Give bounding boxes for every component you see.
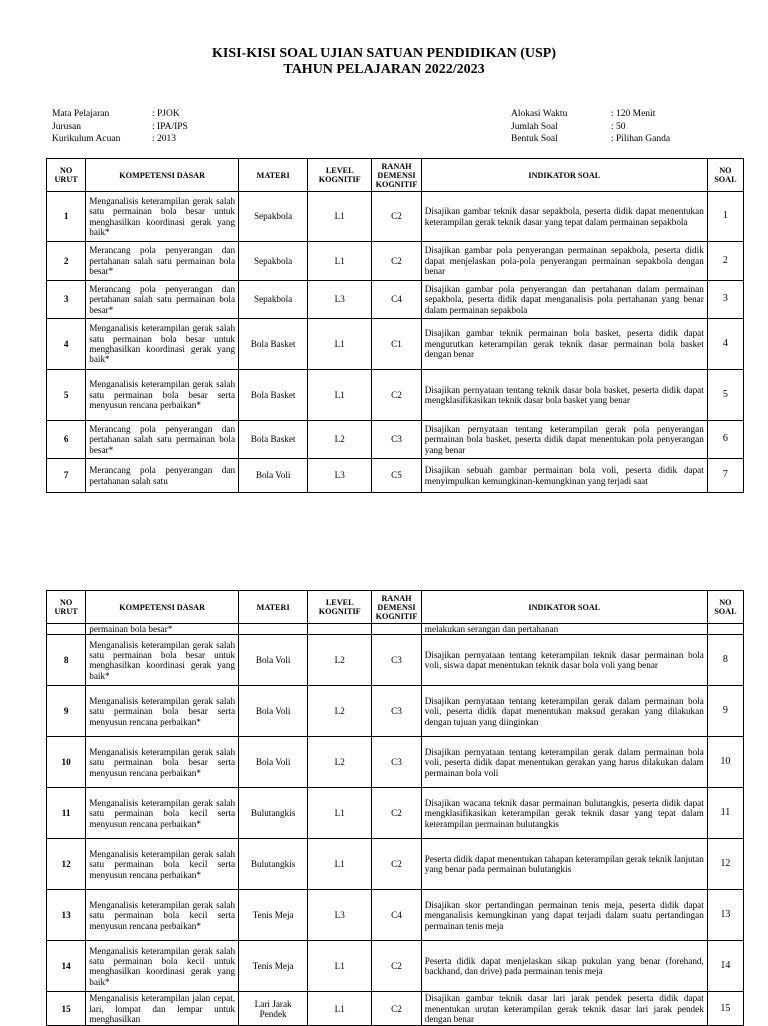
info-value: : IPA/IPS <box>152 121 188 132</box>
header-no-soal: NO SOAL <box>707 591 743 624</box>
cell-level-kognitif: L3 <box>308 890 372 941</box>
cell-indikator-soal: Disajikan gambar teknik dasar lari jarak pendek peserta didik dapat menentukan urutan keterampilan gerak teknik dasar lari jarak pendek dengan benar <box>421 992 707 1026</box>
cell-indikator-soal: Disajikan gambar pola penyerangan permainan sepakbola, peserta didik dapat menjelaskan pola-pola penyerangan permainan sepakbola dengan benar <box>421 242 707 281</box>
cell-no-urut: 5 <box>47 370 86 421</box>
cell-no-soal: 2 <box>707 242 743 281</box>
cell-indikator-soal: Disajikan gambar pola penyerangan dan pertahanan dalam permainan sepakbola, peserta didik dapat menganalisis pola pertahanan yang benar dalam permainan sepakbola <box>421 281 707 319</box>
cell-ranah-kognitif: C3 <box>372 737 422 788</box>
cell-level-kognitif: L2 <box>308 635 372 686</box>
cell-materi: Bola Voli <box>239 737 308 788</box>
table-row <box>47 992 744 1026</box>
cell-no-urut: 2 <box>47 242 86 281</box>
cell-no-soal: 10 <box>707 737 743 788</box>
cell-no-soal: 1 <box>707 192 743 242</box>
cell-no-soal: 13 <box>707 890 743 941</box>
cell-materi: Sepakbola <box>239 281 308 319</box>
table-row <box>47 242 744 281</box>
cell-level-kognitif: L3 <box>308 281 372 319</box>
header-no-soal: NO SOAL <box>707 159 743 192</box>
cell-ranah-kognitif: C3 <box>372 635 422 686</box>
cell-kompetensi-dasar: permainan bola besar* <box>86 624 239 635</box>
table-row <box>47 459 744 493</box>
info-key: Jurusan <box>52 121 82 132</box>
cell-level-kognitif: L1 <box>308 319 372 370</box>
cell-materi: Sepakbola <box>239 192 308 242</box>
kisi-kisi-table-page-2 <box>46 590 744 1026</box>
cell-ranah-kognitif: C2 <box>372 192 422 242</box>
info-row <box>52 121 188 134</box>
header-ranah-kognitif: RANAH DEMENSI KOGNITIF <box>372 591 422 624</box>
cell-level-kognitif: L2 <box>308 737 372 788</box>
cell-ranah-kognitif: C2 <box>372 242 422 281</box>
cell-materi: Sepakbola <box>239 242 308 281</box>
cell-kompetensi-dasar: Menganalisis keterampilan gerak salah satu permainan bola besar serta menyusun rencana perbaikan* <box>86 370 239 421</box>
cell-kompetensi-dasar: Merancang pola penyerangan dan pertahanan salah satu <box>86 459 239 493</box>
cell-no-soal: 11 <box>707 788 743 839</box>
cell-level-kognitif: L2 <box>308 686 372 737</box>
cell-no-soal: 4 <box>707 319 743 370</box>
cell-indikator-soal: Disajikan skor pertandingan permainan tenis meja, peserta didik dapat menganalisis kemungkinan yang dapat terjadi dalam suatu pertandingan permainan tenis meja <box>421 890 707 941</box>
cell-kompetensi-dasar: Menganalisis keterampilan gerak salah satu permainan bola besar untuk menghasilkan koordinasi gerak yang baik* <box>86 319 239 370</box>
cell-kompetensi-dasar: Menganalisis keterampilan gerak salah satu permainan bola kecil untuk menghasilkan koordinasi gerak yang baik* <box>86 941 239 992</box>
cell-indikator-soal: Peserta didik dapat menentukan tahapan keterampilan gerak teknik lanjutan yang benar pada permainan bulutangkis <box>421 839 707 890</box>
cell-indikator-soal: Disajikan gambar teknik permainan bola basket, peserta didik dapat mengurutkan keterampilan gerak teknik dasar permainan bola basket dengan benar <box>421 319 707 370</box>
cell-kompetensi-dasar: Menganalisis keterampilan gerak salah satu permainan bola kecil serta menyusun rencana perbaikan* <box>86 788 239 839</box>
cell-ranah-kognitif: C3 <box>372 686 422 737</box>
header-level-kognitif: LEVEL KOGNITIF <box>308 159 372 192</box>
cell-no-soal: 6 <box>707 421 743 459</box>
info-key: Jumlah Soal <box>511 121 558 132</box>
cell-kompetensi-dasar: Menganalisis keterampilan gerak salah satu permainan bola besar untuk menghasilkan koordinasi gerak yang baik* <box>86 192 239 242</box>
header-materi: MATERI <box>239 159 308 192</box>
cell-no-urut: 10 <box>47 737 86 788</box>
cell-kompetensi-dasar: Merancang pola penyerangan dan pertahanan salah satu permainan bola besar* <box>86 421 239 459</box>
cell-no-urut: 4 <box>47 319 86 370</box>
table-row <box>47 319 744 370</box>
cell-no-urut: 9 <box>47 686 86 737</box>
header-materi: MATERI <box>239 591 308 624</box>
header-no-urut: NO URUT <box>47 159 86 192</box>
cell-level-kognitif: L1 <box>308 242 372 281</box>
cell-kompetensi-dasar: Menganalisis keterampilan jalan cepat, lari, lompat dan lempar untuk menghasilkan <box>86 992 239 1026</box>
page-gap <box>0 520 768 548</box>
table-row <box>47 421 744 459</box>
cell-indikator-soal: Disajikan pernyataan tentang teknik dasar bola basket, peserta didik dapat mengklasifikasikan teknik dasar bola basket yang benar <box>421 370 707 421</box>
cell-no-urut: 3 <box>47 281 86 319</box>
cell-materi: Tenis Meja <box>239 890 308 941</box>
cell-level-kognitif: L2 <box>308 421 372 459</box>
info-value: : 2013 <box>152 134 177 144</box>
info-row <box>52 133 188 146</box>
info-value: : PJOK <box>152 109 180 119</box>
cell-ranah-kognitif: C2 <box>372 788 422 839</box>
table-row <box>47 737 744 788</box>
cell-kompetensi-dasar: Menganalisis keterampilan gerak salah satu permainan bola kecil serta menyusun rencana perbaikan* <box>86 890 239 941</box>
title-line-2: TAHUN PELAJARAN 2022/2023 <box>283 62 485 77</box>
table-body-page-2 <box>47 624 744 1026</box>
cell-kompetensi-dasar: Merancang pola penyerangan dan pertahanan salah satu permainan bola besar* <box>86 281 239 319</box>
info-row <box>52 108 188 121</box>
header-indikator-soal: INDIKATOR SOAL <box>421 591 707 624</box>
cell-no-urut: 15 <box>47 992 86 1026</box>
header-kompetensi-dasar: KOMPETENSI DASAR <box>86 591 239 624</box>
table-row <box>47 686 744 737</box>
info-key: Alokasi Waktu <box>511 109 568 119</box>
cell-materi: Bola Voli <box>239 459 308 493</box>
cell-indikator-soal: Disajikan wacana teknik dasar permainan bulutangkis, peserta didik dapat mengklasifikasikan keterampilan gerak teknik dasar yang tepat dalam keterampilan permainan bulutangkis <box>421 788 707 839</box>
cell-level-kognitif: L1 <box>308 992 372 1026</box>
table-row <box>47 839 744 890</box>
info-key: Mata Pelajaran <box>52 109 110 119</box>
cell-kompetensi-dasar: Menganalisis keterampilan gerak salah satu permainan bola besar serta menyusun rencana perbaikan* <box>86 737 239 788</box>
info-value: : 50 <box>611 121 626 132</box>
cell-no-urut: 1 <box>47 192 86 242</box>
cell-materi: Bola Voli <box>239 686 308 737</box>
cell-kompetensi-dasar: Menganalisis keterampilan gerak salah satu permainan bola besar untuk menghasilkan koordinasi gerak yang baik* <box>86 635 239 686</box>
cell-ranah-kognitif: C2 <box>372 839 422 890</box>
cell-level-kognitif: L1 <box>308 370 372 421</box>
cell-no-soal: 3 <box>707 281 743 319</box>
cell-ranah-kognitif: C2 <box>372 370 422 421</box>
cell-indikator-soal: Disajikan gambar teknik dasar sepakbola, peserta didik dapat menentukan keterampilan gerak teknik dasar yang tepat dalam permainan sepakbola <box>421 192 707 242</box>
cell-no-soal: 7 <box>707 459 743 493</box>
info-key: Bentuk Soal <box>511 134 558 144</box>
table-row <box>47 890 744 941</box>
cell-materi: Tenis Meja <box>239 941 308 992</box>
cell-no-soal: 15 <box>707 992 743 1026</box>
header-level-kognitif: LEVEL KOGNITIF <box>308 591 372 624</box>
info-value: : Pilihan Ganda <box>611 134 671 144</box>
cell-kompetensi-dasar: Menganalisis keterampilan gerak salah satu permainan bola besar serta menyusun rencana perbaikan* <box>86 686 239 737</box>
cell-no-soal: 9 <box>707 686 743 737</box>
cell-no-urut: 11 <box>47 788 86 839</box>
cell-no-soal: 14 <box>707 941 743 992</box>
cell-level-kognitif: L1 <box>308 788 372 839</box>
info-key: Kurikulum Acuan <box>52 134 121 144</box>
cell-indikator-soal: Disajikan pernyataan tentang keterampilan teknik dasar permainan bola voli, siswa dapat menentukan teknik dasar bola voli yang benar <box>421 635 707 686</box>
table-row <box>47 370 744 421</box>
header-no-urut: NO URUT <box>47 591 86 624</box>
cell-indikator-soal: Disajikan sebuah gambar permainan bola voli, peserta didik dapat menyimpulkan kemungkinan-kemungkinan yang terjadi saat <box>421 459 707 493</box>
cell-ranah-kognitif: C1 <box>372 319 422 370</box>
cell-indikator-soal: Peserta didik dapat menjelaskan sikap pukulan yang benar (forehand, backhand, dan drive) pada permainan tenis meja <box>421 941 707 992</box>
cell-indikator-soal: Disajikan pernyataan tentang keterampilan gerak dalam permainan bola voli, peserta didik dapat menentukan gerakan yang harus dilakukan dalam permainan bola voli <box>421 737 707 788</box>
cell-ranah-kognitif: C2 <box>372 992 422 1026</box>
table-row <box>47 192 744 242</box>
title-line-1: KISI-KISI SOAL UJIAN SATUAN PENDIDIKAN (USP) <box>212 46 556 61</box>
cell-no-soal <box>707 624 743 635</box>
cell-indikator-soal: melakukan serangan dan pertahanan <box>421 624 707 635</box>
cell-indikator-soal: Disajikan pernyataan tentang keterampilan gerak pola penyerangan permainan bola basket, peserta didik dapat menentukan pola penyerangan yang benar <box>421 421 707 459</box>
table-row <box>47 635 744 686</box>
cell-materi: Bulutangkis <box>239 839 308 890</box>
table-header-row <box>47 591 744 624</box>
cell-materi: Bola Basket <box>239 370 308 421</box>
table-header-row <box>47 159 744 192</box>
cell-kompetensi-dasar: Menganalisis keterampilan gerak salah satu permainan bola kecil serta menyusun rencana perbaikan* <box>86 839 239 890</box>
cell-ranah-kognitif: C3 <box>372 421 422 459</box>
header-indikator-soal: INDIKATOR SOAL <box>421 159 707 192</box>
cell-no-urut: 8 <box>47 635 86 686</box>
cell-ranah-kognitif: C5 <box>372 459 422 493</box>
cell-ranah-kognitif: C2 <box>372 941 422 992</box>
cell-ranah-kognitif <box>372 624 422 635</box>
cell-no-urut: 12 <box>47 839 86 890</box>
cell-materi: Bola Basket <box>239 421 308 459</box>
info-row <box>511 108 670 121</box>
info-right-block <box>511 108 670 146</box>
cell-ranah-kognitif: C4 <box>372 890 422 941</box>
info-row <box>511 133 670 146</box>
cell-level-kognitif: L3 <box>308 459 372 493</box>
cell-level-kognitif: L1 <box>308 192 372 242</box>
info-left-block <box>52 108 188 146</box>
table-row <box>47 281 744 319</box>
info-value: : 120 Menit <box>611 109 656 119</box>
cell-materi <box>239 624 308 635</box>
info-row <box>511 121 670 134</box>
document-title <box>0 46 768 78</box>
cell-no-soal: 5 <box>707 370 743 421</box>
cell-no-soal: 12 <box>707 839 743 890</box>
cell-materi: Bola Basket <box>239 319 308 370</box>
table-row-continuation <box>47 624 744 635</box>
cell-no-soal: 8 <box>707 635 743 686</box>
cell-no-urut <box>47 624 86 635</box>
cell-indikator-soal: Disajikan pernyataan tentang keterampilan gerak dalam permainan bola voli, peserta didik dapat menentukan maksud gerakan yang dilakukan dengan tujuan yang diinginkan <box>421 686 707 737</box>
header-kompetensi-dasar: KOMPETENSI DASAR <box>86 159 239 192</box>
header-ranah-kognitif: RANAH DEMENSI KOGNITIF <box>372 159 422 192</box>
cell-materi: Bola Voli <box>239 635 308 686</box>
table-body-page-1 <box>47 192 744 493</box>
cell-no-urut: 13 <box>47 890 86 941</box>
cell-level-kognitif: L1 <box>308 941 372 992</box>
cell-ranah-kognitif: C4 <box>372 281 422 319</box>
table-row <box>47 788 744 839</box>
cell-kompetensi-dasar: Merancang pola penyerangan dan pertahanan salah satu permainan bola besar* <box>86 242 239 281</box>
cell-no-urut: 6 <box>47 421 86 459</box>
cell-level-kognitif <box>308 624 372 635</box>
cell-no-urut: 14 <box>47 941 86 992</box>
cell-materi: Bulutangkis <box>239 788 308 839</box>
kisi-kisi-table-page-1 <box>46 158 744 493</box>
cell-no-urut: 7 <box>47 459 86 493</box>
cell-level-kognitif: L1 <box>308 839 372 890</box>
cell-materi: Lari Jarak Pendek <box>239 992 308 1026</box>
table-row <box>47 941 744 992</box>
